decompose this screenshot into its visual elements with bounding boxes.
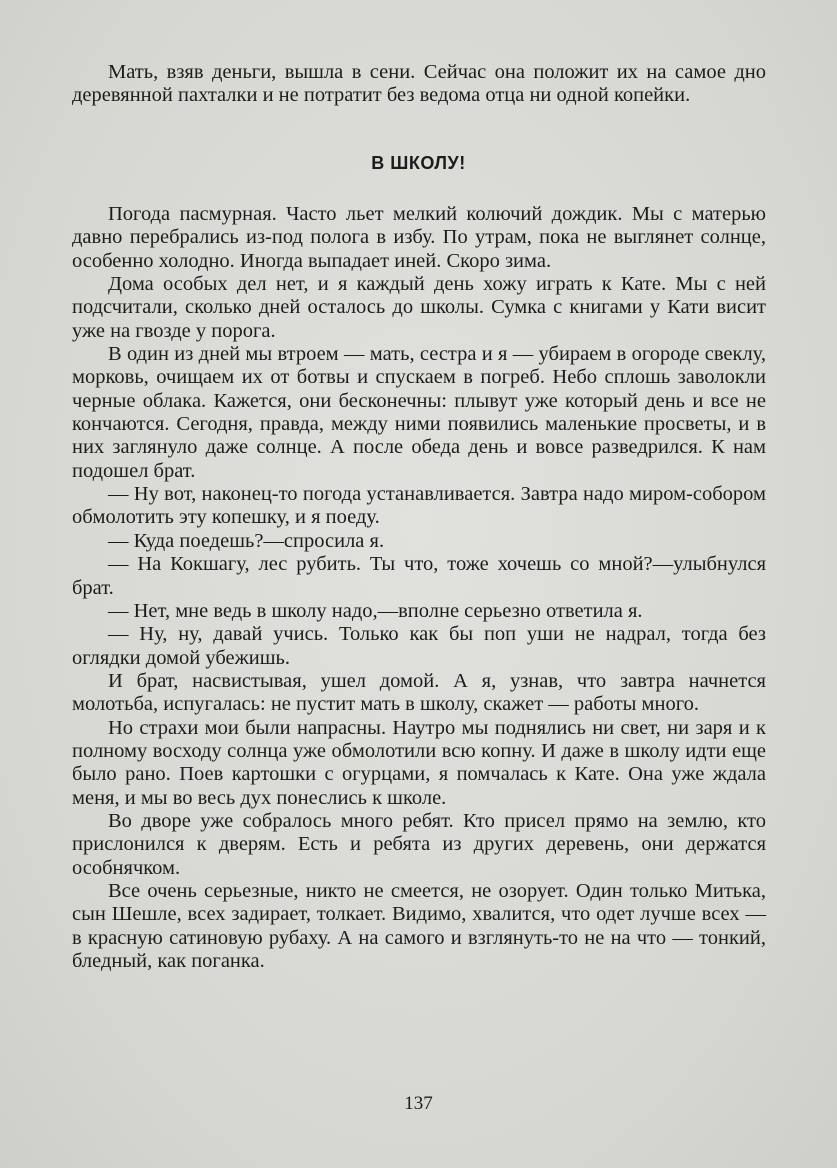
paragraph-threshing-fear: И брат, насвистывая, ушел домой. А я, узнав, что завтра начнется молотьба, испугалась: не пустит мать в школу, скажет — работы много. bbox=[72, 669, 766, 716]
paragraph-mitka: Все очень серьезные, никто не смеется, не озорует. Один только Митька, сын Шешле, всех задирает, толкает. Видимо, хвалится, что одет лучше всех — в красную сатиновую рубаху. А на самого и взглянуть-то не на что — тонкий, бледный, как поганка. bbox=[72, 879, 766, 972]
chapter-title: В ШКОЛУ! bbox=[371, 153, 466, 173]
paragraph-dialogue-brother-2: — На Кокшагу, лес рубить. Ты что, тоже хочешь со мной?—улыбнулся брат. bbox=[72, 553, 766, 599]
paragraph-katya: Дома особых дел нет, и я каждый день хожу играть к Кате. Мы с ней подсчитали, сколько дней осталось до школы. Сумка с книгами у Кати висит уже на гвозде у порога. bbox=[72, 273, 766, 342]
paragraph-weather: Погода пасмурная. Часто льет мелкий колючий дождик. Мы с матерью давно перебрались из-под полога в избу. По утрам, пока не выглянет солнце, особенно холодно. Иногда выпадает иней. Скоро зима. bbox=[72, 203, 766, 272]
paragraph-morning: Но страхи мои были напрасны. Наутро мы поднялись ни свет, ни заря и к полному восходу солнца уже обмолотили всю копну. И даже в школу идти еще было рано. Поев картошки с огурцами, я помчалась к Кате. Она уже ждала меня, и мы во весь дух понеслись к школе. bbox=[72, 716, 766, 809]
page-number: 137 bbox=[404, 1093, 433, 1114]
opening-text-block bbox=[72, 61, 766, 108]
paragraph-dialogue-me-1: — Куда поедешь?—спросила я. bbox=[108, 529, 385, 552]
paragraph-schoolyard: Во дворе уже собралось много ребят. Кто присел прямо на землю, кто прислонился к дверям. Есть и ребята из других деревень, они держатся особнячком. bbox=[72, 809, 766, 879]
paragraph-dialogue-brother-3: — Ну, ну, давай учись. Только как бы поп уши не надрал, тогда без оглядки домой убежишь. bbox=[72, 623, 766, 669]
chapter-body bbox=[72, 203, 766, 973]
paragraph-dialogue-me-2: — Нет, мне ведь в школу надо,—вполне серьезно ответила я. bbox=[108, 599, 643, 622]
paragraph-dialogue-brother-1: — Ну вот, наконец-то погода устанавливается. Завтра надо миром-собором обмолотить эту копешку, и я поеду. bbox=[72, 483, 766, 529]
opening-paragraph: Мать, взяв деньги, вышла в сени. Сейчас она положит их на самое дно деревянной пахталки и не потратит без ведома отца ни одной копейки. bbox=[72, 61, 766, 107]
paragraph-garden: В один из дней мы втроем — мать, сестра и я — убираем в огороде свеклу, морковь, очищаем их от ботвы и спускаем в погреб. Небо сплошь заволокли черные облака. Кажется, они бесконечны: плывут уже который день и все не кончаются. Сегодня, правда, между ними появились маленькие просветы, и в них заглянуло даже солнце. А после обеда день и вовсе разведрился. К нам подошел брат. bbox=[72, 343, 766, 482]
